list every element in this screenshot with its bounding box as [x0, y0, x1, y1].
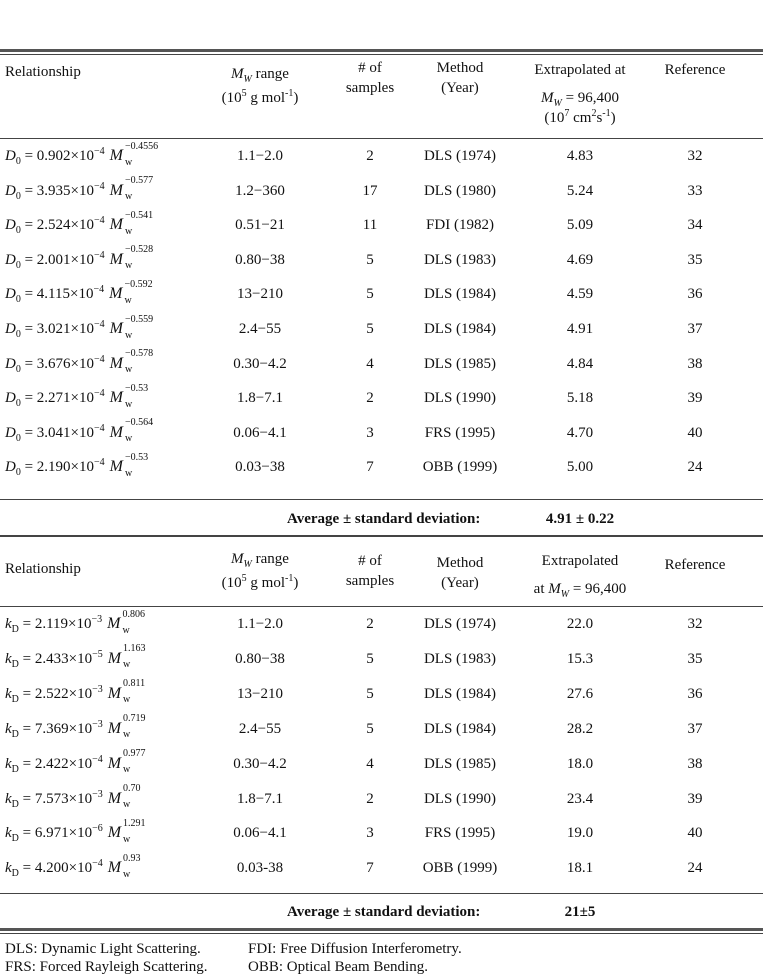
reference-cell: 35: [687, 251, 703, 268]
extrapolated-cell: 5.00: [566, 459, 594, 476]
method-cell: DLS (1974): [423, 616, 497, 632]
mw-range-cell: 0.80−38: [235, 251, 285, 268]
table-row: [0, 382, 763, 419]
extrapolated-cell: 18.1: [566, 860, 594, 877]
method-cell: DLS (1984): [423, 321, 497, 337]
reference-cell: 38: [687, 755, 703, 772]
table2-header-method: Method (Year): [436, 555, 484, 591]
exponent: −0.577: [124, 175, 154, 187]
relationship-formula: $D_0 = 3.676\times 10^{-4}$ M −0.578 w: [5, 348, 154, 376]
method-cell: FRS (1995): [424, 424, 496, 441]
relationship-formula: $D_0 = 3.021\times 10^{-4}$ M −0.559 w: [5, 313, 154, 341]
samples-cell: 2: [366, 390, 374, 407]
reference-cell: 32: [687, 616, 703, 632]
table-row: [0, 451, 763, 488]
mw-range-cell: 2.4−55: [238, 321, 282, 337]
exponent: −0.564: [124, 417, 154, 429]
relationship-formula: $k_D = 2.433\times 10^{-5}$ M 1.163 w: [5, 643, 146, 671]
method-cell: FRS (1995): [424, 825, 496, 842]
reference-cell: 36: [687, 685, 703, 702]
table-row: [0, 348, 763, 385]
relationship-formula: $k_D = 2.422\times 10^{-4}$ M 0.977 w: [5, 748, 146, 776]
table-row: [0, 678, 763, 715]
extrapolated-cell: 22.0: [566, 616, 594, 632]
footnote-fdi: FDI: Free Diffusion Interferometry.: [248, 941, 462, 957]
table1-header-extrapolated: Extrapolated at $M_W = 96,400$ ($10^7$ $cm^2s^{-1}$): [534, 62, 626, 126]
mw-range-cell: 1.1−2.0: [237, 616, 283, 632]
exponent: 1.291: [123, 817, 146, 829]
exponent: −0.541: [124, 209, 154, 221]
mw-range-cell: 0.80−38: [235, 650, 285, 667]
table2-header-range: $M_W$ range ($10^5$ g mol$^{-1}$): [221, 551, 299, 591]
samples-cell: 17: [362, 182, 378, 199]
method-cell: DLS (1983): [423, 650, 497, 667]
table-footnotes: [5, 940, 462, 976]
method-cell: DLS (1984): [423, 685, 497, 702]
table1-header-method: Method (Year): [436, 60, 484, 96]
table2-end-rule: [0, 928, 763, 931]
samples-cell: 5: [366, 321, 374, 337]
footnote-dls: DLS: Dynamic Light Scattering.: [5, 941, 201, 957]
table1-end-rule: [0, 535, 763, 537]
extrapolated-cell: 4.83: [566, 148, 594, 164]
reference-cell: 40: [687, 825, 703, 842]
samples-cell: 2: [366, 790, 374, 807]
table-row: [0, 244, 763, 281]
samples-cell: 2: [366, 148, 374, 164]
relationship-formula: $D_0 = 2.001\times 10^{-4}$ M −0.528 w: [5, 244, 154, 272]
relationship-formula: $k_D = 2.119\times 10^{-3}$ M 0.806 w: [5, 608, 145, 636]
method-cell: DLS (1974): [423, 148, 497, 164]
reference-cell: 36: [687, 286, 703, 303]
table1-header-rule: [0, 138, 763, 139]
footnote-obb: OBB: Optical Beam Bending.: [248, 959, 428, 975]
table-row: [0, 817, 763, 854]
reference-cell: 24: [687, 459, 703, 476]
exponent: −0.578: [124, 348, 154, 360]
table-row: [0, 852, 763, 889]
relationship-formula: $k_D = 2.522\times 10^{-3}$ M 0.811 w: [5, 678, 146, 706]
method-cell: DLS (1985): [423, 755, 497, 772]
extrapolated-cell: 19.0: [566, 825, 594, 842]
table-row: [0, 278, 763, 315]
extrapolated-cell: 4.59: [566, 286, 594, 303]
extrapolated-cell: 4.70: [566, 424, 594, 441]
mw-range-cell: 0.30−4.2: [233, 355, 287, 372]
method-cell: FDI (1982): [426, 217, 494, 234]
relationship-formula: $D_0 = 3.041\times 10^{-4}$ M −0.564 w: [5, 417, 154, 445]
method-cell: DLS (1990): [423, 390, 497, 407]
table1-header-range: $M_W$ range ($10^5$ g mol$^{-1}$): [221, 66, 299, 106]
relationship-formula: $k_D = 6.971\times 10^{-6}$ M 1.291 w: [5, 817, 146, 845]
table2-header-relationship: Relationship: [5, 561, 81, 577]
table-row: [0, 748, 763, 785]
footnote-line-1: [5, 940, 462, 958]
table1-average-label: Average ± standard deviation:: [287, 511, 481, 527]
table1-header-relationship: Relationship: [5, 64, 81, 80]
footnote-line-2: [5, 958, 462, 976]
exponent: −0.53: [124, 451, 149, 463]
mw-range-cell: 0.06−4.1: [233, 424, 287, 441]
mw-range-cell: 1.8−7.1: [237, 390, 283, 407]
table2-average-row: [0, 904, 763, 926]
samples-cell: 3: [366, 825, 374, 842]
reference-cell: 37: [687, 321, 703, 337]
exponent: 0.70: [123, 783, 141, 795]
relationship-formula: $k_D = 4.200\times 10^{-4}$ M 0.93 w: [5, 852, 141, 880]
extrapolated-cell: 5.24: [566, 182, 594, 199]
mw-range-cell: 0.30−4.2: [233, 755, 287, 772]
method-cell: DLS (1983): [423, 251, 497, 268]
samples-cell: 7: [366, 860, 374, 877]
table1-average-value: 4.91 ± 0.22: [545, 511, 615, 527]
table1-header-samples: # of samples: [345, 60, 395, 96]
reference-cell: 33: [687, 182, 703, 199]
extrapolated-cell: 28.2: [566, 720, 594, 737]
method-cell: DLS (1984): [423, 720, 497, 737]
exponent: 0.93: [123, 852, 141, 864]
table-row: [0, 643, 763, 680]
reference-cell: 34: [687, 217, 703, 234]
exponent: 0.719: [123, 713, 146, 725]
relationship-formula: $D_0 = 4.115\times 10^{-4}$ M −0.592 w: [5, 278, 153, 306]
table1-header-reference: Reference: [664, 62, 726, 78]
mw-range-cell: 1.1−2.0: [237, 148, 283, 164]
samples-cell: 5: [366, 286, 374, 303]
samples-cell: 2: [366, 616, 374, 632]
table1-top-rule: [0, 49, 763, 52]
method-cell: DLS (1980): [423, 182, 497, 199]
table2-header-row: [0, 549, 763, 609]
relationship-formula: $k_D = 7.573\times 10^{-3}$ M 0.70 w: [5, 783, 141, 811]
method-cell: DLS (1984): [423, 286, 497, 303]
mw-range-cell: 0.51−21: [235, 217, 285, 234]
method-cell: OBB (1999): [422, 860, 498, 877]
exponent: −0.559: [124, 313, 154, 325]
relationship-formula: $D_0 = 2.524\times 10^{-4}$ M −0.541 w: [5, 209, 154, 237]
exponent: 0.806: [122, 608, 145, 620]
reference-cell: 38: [687, 355, 703, 372]
table-row: [0, 417, 763, 454]
samples-cell: 7: [366, 459, 374, 476]
table-row: [0, 313, 763, 350]
table-row: [0, 175, 763, 212]
mw-range-cell: 13−210: [237, 685, 283, 702]
samples-cell: 5: [366, 685, 374, 702]
extrapolated-cell: 18.0: [566, 755, 594, 772]
mw-range-cell: 2.4−55: [238, 720, 282, 737]
exponent: −0.4556: [124, 140, 159, 152]
table1-header-row: [0, 62, 763, 142]
table1-average-row: [0, 511, 763, 533]
mw-range-cell: 0.06−4.1: [233, 825, 287, 842]
extrapolated-cell: 5.09: [566, 217, 594, 234]
reference-cell: 39: [687, 390, 703, 407]
reference-cell: 35: [687, 650, 703, 667]
footnote-frs: FRS: Forced Rayleigh Scattering.: [5, 959, 208, 975]
reference-cell: 32: [687, 148, 703, 164]
exponent: −0.53: [124, 382, 149, 394]
relationship-formula: $k_D = 7.369\times 10^{-3}$ M 0.719 w: [5, 713, 146, 741]
samples-cell: 3: [366, 424, 374, 441]
table2-header-samples: # of samples: [345, 553, 395, 589]
exponent: 1.163: [123, 643, 146, 655]
table-row: [0, 140, 763, 177]
table2-header-extrapolated: Extrapolated at $M_W = 96,400$: [533, 553, 627, 600]
mw-range-cell: 1.2−360: [235, 182, 285, 199]
extrapolated-cell: 4.84: [566, 355, 594, 372]
method-cell: OBB (1999): [422, 459, 498, 476]
table2-header-rule: [0, 606, 763, 607]
method-cell: DLS (1985): [423, 355, 497, 372]
samples-cell: 11: [362, 217, 378, 234]
table-row: [0, 783, 763, 820]
extrapolated-cell: 4.69: [566, 251, 594, 268]
table2-bottom-rule: [0, 893, 763, 894]
relationship-formula: $D_0 = 0.902\times 10^{-4}$ M −0.4556 w: [5, 140, 159, 168]
table2-header-reference: Reference: [664, 557, 726, 573]
reference-cell: 40: [687, 424, 703, 441]
mw-range-cell: 0.03-38: [236, 860, 284, 877]
exponent: −0.528: [124, 244, 154, 256]
table1-bottom-rule: [0, 499, 763, 500]
samples-cell: 4: [366, 355, 374, 372]
relationship-formula: $D_0 = 3.935\times 10^{-4}$ M −0.577 w: [5, 175, 154, 203]
mw-range-cell: 13−210: [237, 286, 283, 303]
exponent: 0.977: [123, 748, 146, 760]
exponent: −0.592: [124, 278, 153, 290]
table2-end-rule-inner: [0, 933, 763, 934]
table-row: [0, 608, 763, 645]
reference-cell: 24: [687, 860, 703, 877]
samples-cell: 5: [366, 720, 374, 737]
mw-range-cell: 0.03−38: [235, 459, 285, 476]
table-row: [0, 713, 763, 750]
samples-cell: 5: [366, 650, 374, 667]
extrapolated-cell: 4.91: [566, 321, 594, 337]
samples-cell: 5: [366, 251, 374, 268]
table-row: [0, 209, 763, 246]
relationship-formula: $D_0 = 2.190\times 10^{-4}$ M −0.53 w: [5, 451, 149, 479]
extrapolated-cell: 23.4: [566, 790, 594, 807]
table2-average-label: Average ± standard deviation:: [287, 904, 481, 920]
mw-range-cell: 1.8−7.1: [237, 790, 283, 807]
samples-cell: 4: [366, 755, 374, 772]
method-cell: DLS (1990): [423, 790, 497, 807]
table2-average-value: 21±5: [564, 904, 596, 920]
reference-cell: 37: [687, 720, 703, 737]
extrapolated-cell: 5.18: [566, 390, 594, 407]
relationship-formula: $D_0 = 2.271\times 10^{-4}$ M −0.53 w: [5, 382, 149, 410]
reference-cell: 39: [687, 790, 703, 807]
table1-top-rule-inner: [0, 54, 763, 55]
extrapolated-cell: 27.6: [566, 685, 594, 702]
extrapolated-cell: 15.3: [566, 650, 594, 667]
exponent: 0.811: [123, 678, 146, 690]
